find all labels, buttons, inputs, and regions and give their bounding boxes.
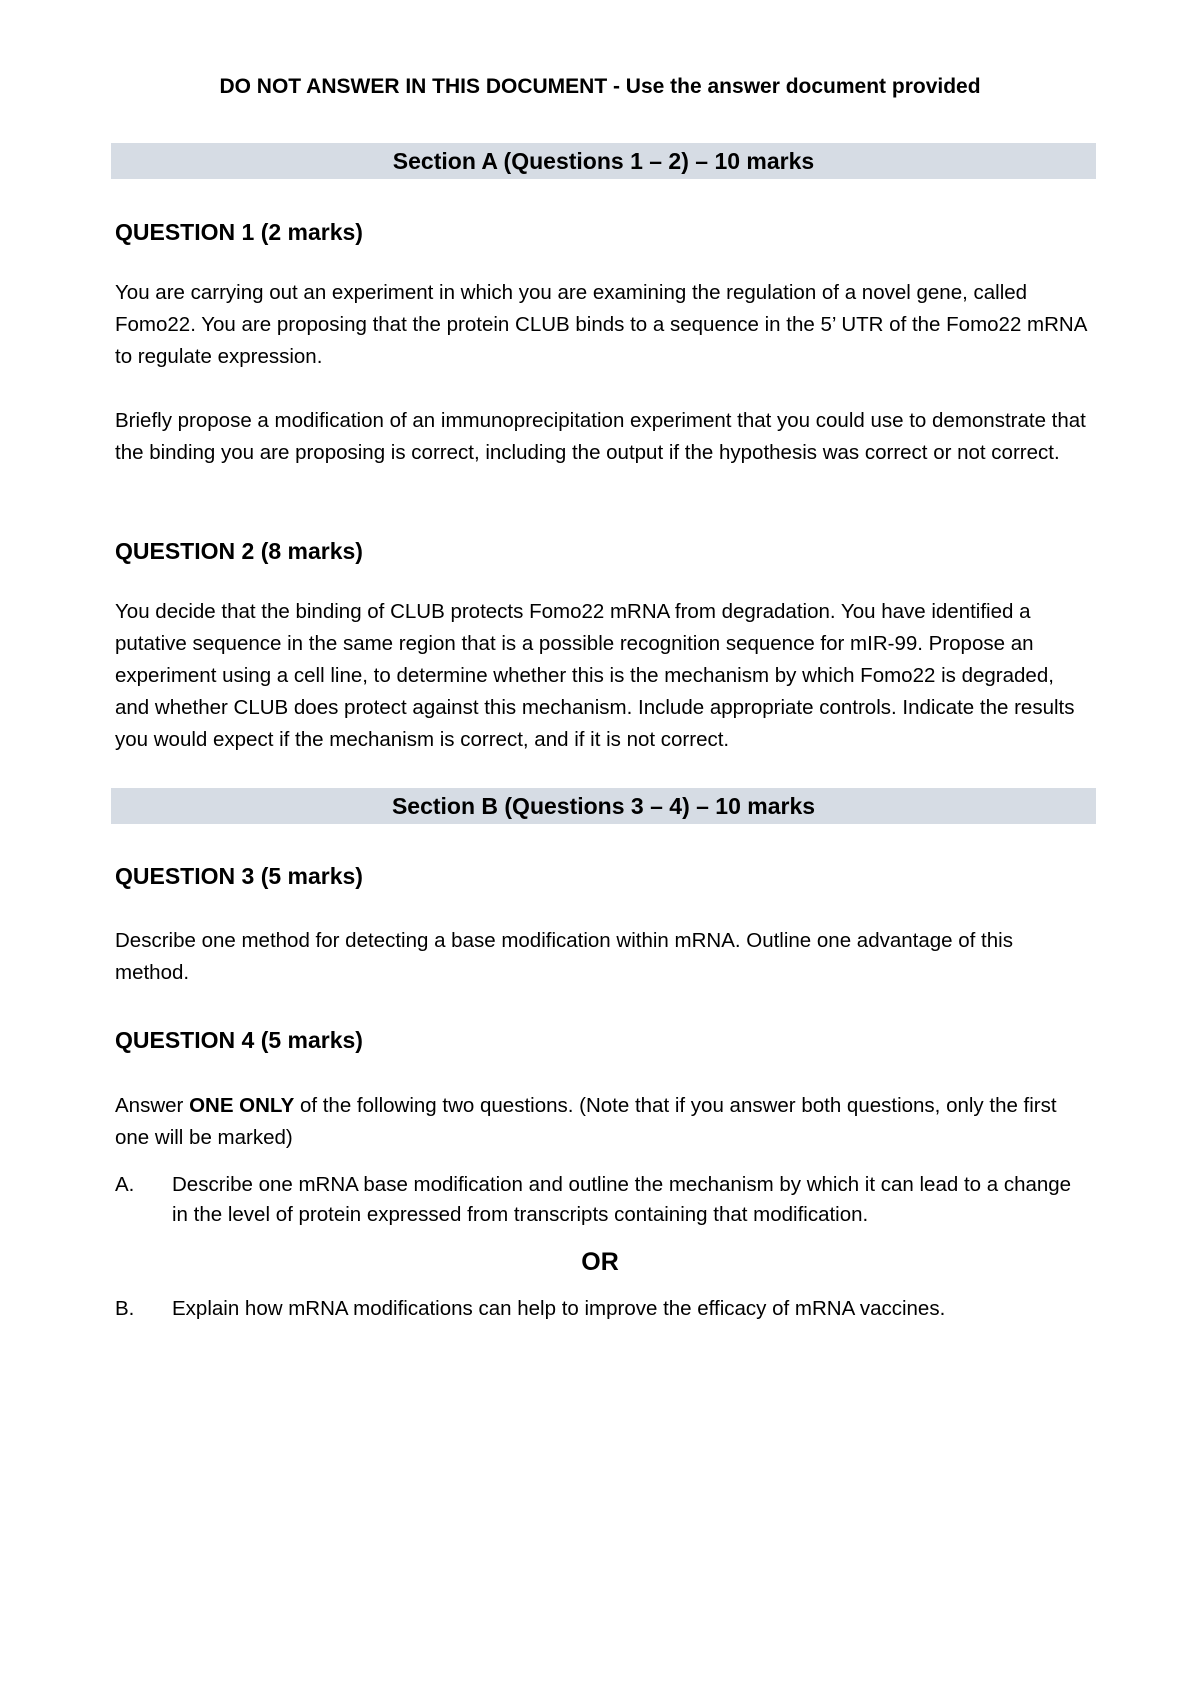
question-4-option-a <box>115 1170 1090 1230</box>
question-4-option-b <box>115 1294 1090 1324</box>
section-a-header: Section A (Questions 1 – 2) – 10 marks <box>111 143 1096 179</box>
question-2-prompt: You decide that the binding of CLUB protects Fomo22 mRNA from degradation. You have identified a putative sequence in the same region that is a possible recognition sequence for mIR-99. Propose an experiment using a cell line, to determine whether this is the mechanism by which Fomo22 is degraded, and whether CLUB does protect against this mechanism. Include appropriate controls. Indicate the results you would expect if the mechanism is correct, and if it is not correct. <box>115 600 1075 751</box>
option-b-letter: B. <box>115 1297 135 1320</box>
question-3-prompt: Describe one method for detecting a base modification within mRNA. Outline one advantage of this method. <box>115 929 1013 984</box>
question-4-intro <box>115 1090 1090 1154</box>
option-a-text: Describe one mRNA base modification and outline the mechanism by which it can lead to a change in the level of protein expressed from transcripts containing that modification. <box>172 1173 1072 1226</box>
option-a-letter: A. <box>115 1173 135 1196</box>
question-1-context: You are carrying out an experiment in which you are examining the regulation of a novel gene, called Fomo22. You are proposing that the protein CLUB binds to a sequence in the 5’ UTR of the Fomo22 mRNA to regulate expression. <box>115 281 1087 368</box>
or-divider: OR <box>581 1248 619 1276</box>
question-1-heading: QUESTION 1 (2 marks) <box>115 219 363 245</box>
answer-document-notice: DO NOT ANSWER IN THIS DOCUMENT - Use the answer document provided <box>219 75 981 98</box>
question-4-heading: QUESTION 4 (5 marks) <box>115 1027 363 1053</box>
section-b-header: Section B (Questions 3 – 4) – 10 marks <box>111 788 1096 824</box>
question-4-intro-start: Answer <box>115 1094 190 1117</box>
option-b-text: Explain how mRNA modifications can help to improve the efficacy of mRNA vaccines. <box>172 1297 946 1320</box>
question-4-intro-end: of the following two questions. (Note that if you answer both questions, only the first one will be marked) <box>115 1094 1057 1149</box>
question-4-intro-emphasis: ONE ONLY <box>189 1094 295 1117</box>
question-3-heading: QUESTION 3 (5 marks) <box>115 863 363 889</box>
question-2-heading: QUESTION 2 (8 marks) <box>115 538 363 564</box>
question-1-prompt: Briefly propose a modification of an immunoprecipitation experiment that you could use to demonstrate that the binding you are proposing is correct, including the output if the hypothesis was correct or not correct. <box>115 409 1086 464</box>
